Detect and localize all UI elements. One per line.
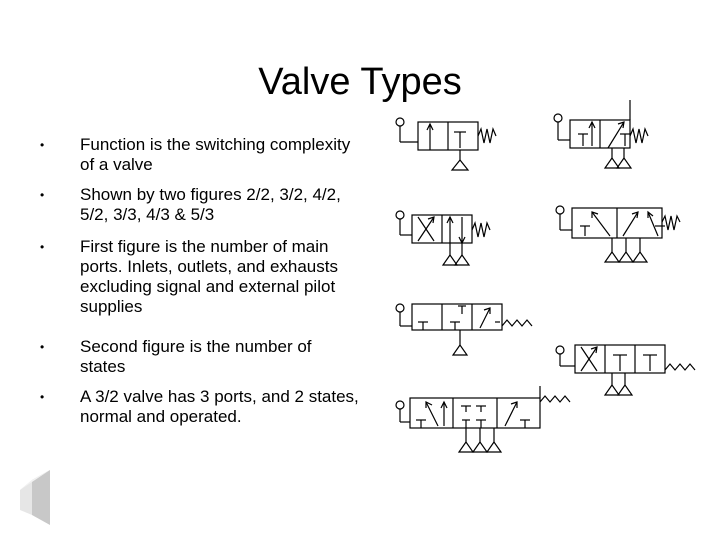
bullet-text: Shown by two figures 2/2, 3/2, 4/2, 5/2, 3/3, 4/3 & 5/3 — [80, 185, 341, 224]
valve-symbol-3-3 — [396, 304, 532, 355]
bullet-item — [40, 135, 360, 185]
valve-symbol-3-2 — [554, 100, 648, 168]
back-arrow-face — [32, 470, 50, 525]
bullet-dot: • — [40, 138, 45, 152]
valve-symbol-5-2 — [556, 206, 680, 262]
bullet-dot: • — [40, 340, 45, 354]
valve-symbol-4-2 — [396, 211, 490, 265]
valve-symbols-diagram — [380, 95, 720, 475]
bullet-text: A 3/2 valve has 3 ports, and 2 states, normal and operated. — [80, 387, 359, 426]
bullet-item — [40, 185, 360, 237]
bullet-text: Second figure is the number of states — [80, 337, 312, 376]
bullet-text: Function is the switching complexity of a valve — [80, 135, 351, 174]
back-arrow-icon[interactable] — [20, 470, 50, 525]
bullet-list — [40, 135, 360, 437]
valve-symbol-2-2 — [396, 118, 496, 170]
bullet-item — [40, 337, 360, 387]
bullet-dot: • — [40, 240, 45, 254]
valve-symbol-4-3 — [556, 345, 695, 395]
bullet-text: First figure is the number of main ports. Inlets, outlets, and exhausts excluding signal and external pilot supplies — [80, 237, 338, 316]
bullet-item — [40, 237, 360, 337]
valve-symbol-5-3 — [396, 386, 570, 452]
bullet-dot: • — [40, 188, 45, 202]
bullet-dot: • — [40, 390, 45, 404]
bullet-item — [40, 387, 360, 437]
slide-title: Valve Types — [258, 61, 462, 103]
